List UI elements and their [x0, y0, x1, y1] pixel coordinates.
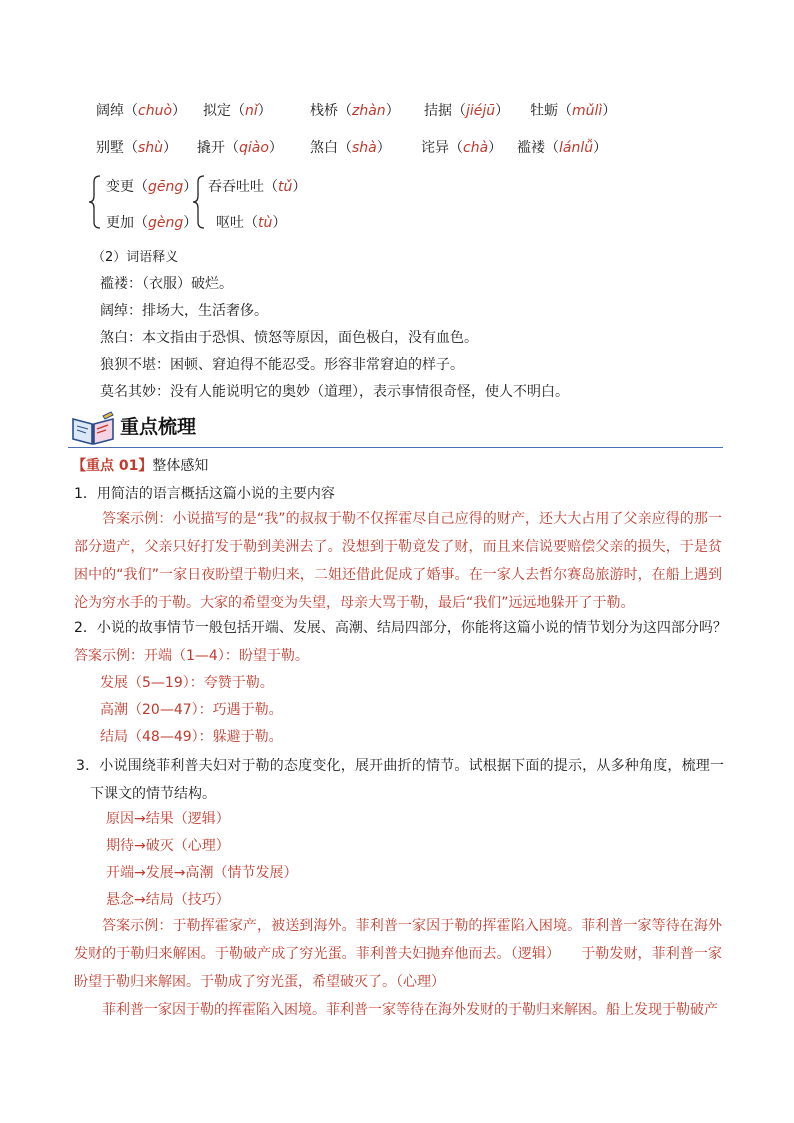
definition-item: 狼狈不堪：困顿、窘迫得不能忍受。形容非常窘迫的样子。: [100, 357, 464, 373]
key-point-heading: [72, 455, 208, 475]
hint-item: 开端→发展→高潮（情节发展）: [106, 865, 298, 881]
hint-item: 期待→破灭（心理）: [106, 838, 230, 854]
pinyin-item: 诧异（chà）: [421, 140, 503, 156]
pinyin-item: 拟定（nǐ）: [203, 103, 272, 119]
left-brace: [88, 174, 102, 230]
key-point-label: 【重点 01】: [72, 458, 153, 474]
answer-2-line: 高潮（20—47）：巧遇于勒。: [100, 702, 283, 718]
pinyin-item: 拮据（jiéjū）: [424, 103, 510, 119]
answer-1: 答案示例：小说描写的是“我”的叔叔于勒不仅挥霍尽自己应得的财产，还大大占用了父亲应得的那一部分遗产，父亲只好打发于勒到美洲去了。没想到于勒竟发了财，而且来信说要赔偿父亲的损失，于是贫困中的“我们”一家日夜盼望于勒归来，二姐还借此促成了婚事。在一家人去哲尔赛岛旅游时，在船上遇到沦为穷水手的于勒。大家的希望变为失望，母亲大骂于勒，最后“我们”远远地躲开了于勒。: [74, 511, 722, 611]
defs-heading: （2）词语释义: [92, 250, 179, 265]
poly-item: 更加（gèng）: [106, 215, 198, 231]
pinyin-item: 煞白（shà）: [310, 140, 391, 156]
answer-3: 答案示例：于勒挥霍家产，被送到海外。菲利普一家因于勒的挥霍陷入困境。菲利普一家等待在海外发财的于勒归来解困。于勒破产成了穷光蛋。菲利普夫妇抛弃他而去。（逻辑） 于勒发财，菲利普一家盼望于勒归来解困。于勒成了穷光蛋，希望破灭了。（心理）: [74, 918, 722, 990]
pinyin-item: 别墅（shù）: [96, 140, 178, 156]
question-2: 2．小说的故事情节一般包括开端、发展、高潮、结局四部分，你能将这篇小说的情节划分为这四部分吗？: [74, 620, 727, 636]
definition-item: 褴褛：（衣服）破烂。: [100, 276, 233, 292]
answer-2-line: 答案示例：开端（1—4）：盼望于勒。: [74, 648, 309, 664]
section-divider: [68, 447, 723, 448]
question-3: 3．小说围绕菲利普夫妇对于勒的态度变化，展开曲折的情节。试根据下面的提示，从多种角度，梳理一下课文的情节结构。: [76, 758, 724, 802]
poly-item: 变更（gēng）: [106, 179, 198, 195]
pinyin-item: 牡蛎（mǔlì）: [530, 103, 617, 119]
definition-item: 煞白：本文指由于恐惧、愤怒等原因，面色极白，没有血色。: [100, 330, 478, 346]
hint-item: 原因→结果（逻辑）: [106, 811, 230, 827]
open-book-icon: [70, 410, 116, 446]
pinyin-item: 撬开（qiào）: [197, 140, 283, 156]
key-point-title: 整体感知: [152, 458, 209, 474]
pinyin-item: 栈桥（zhàn）: [310, 103, 400, 119]
answer-2-line: 结局（48—49）：躲避于勒。: [100, 729, 283, 745]
definition-item: 莫名其妙：没有人能说明它的奥妙（道理），表示事情很奇怪，使人不明白。: [100, 384, 569, 400]
poly-item: 吞吞吐吐（tǔ）: [208, 179, 307, 195]
hint-item: 悬念→结局（技巧）: [106, 892, 230, 908]
question-1: 1．用简洁的语言概括这篇小说的主要内容: [74, 486, 335, 502]
definition-item: 阔绰：排场大，生活奢侈。: [100, 303, 268, 319]
answer-2-line: 发展（5—19）：夸赞于勒。: [100, 675, 274, 691]
answer-3-continued: 菲利普一家因于勒的挥霍陷入困境。菲利普一家等待在海外发财的于勒归来解困。船上发现于勒破产: [102, 1002, 718, 1018]
pinyin-item: 褴褛（lánlǚ）: [517, 140, 608, 156]
right-brace: [192, 174, 206, 230]
poly-item: 呕吐（tù）: [216, 215, 287, 231]
pinyin-item: 阔绰（chuò）: [96, 103, 187, 119]
section-title: 重点梳理: [120, 416, 197, 438]
